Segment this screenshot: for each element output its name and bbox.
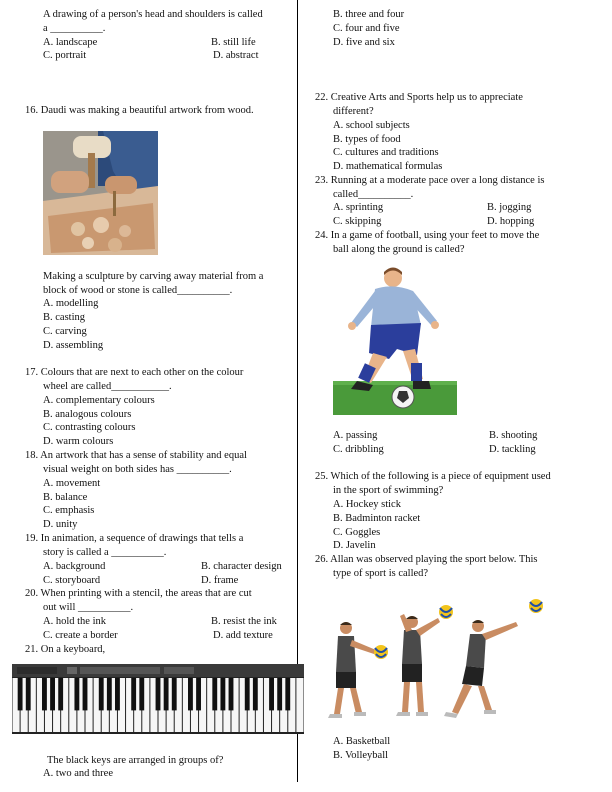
volleyball-sequence-illustration (326, 596, 552, 728)
option-a[interactable]: A. background (43, 561, 106, 572)
option-d[interactable]: D. mathematical formulas (333, 161, 443, 172)
option-a[interactable]: A. school subjects (333, 120, 410, 131)
option-a[interactable]: A. modelling (43, 298, 99, 309)
question-26-stem: 26. Allan was observed playing the sport below. This (315, 554, 538, 565)
question-text: type of sport is called? (333, 568, 429, 579)
question-text: A drawing of a person's head and shoulders is called (43, 9, 263, 20)
piano-black-key (212, 678, 217, 710)
question-text: called__________. (333, 189, 414, 200)
option-d[interactable]: D. unity (43, 519, 78, 530)
question-18-stem: 18. An artwork that has a sense of stability and equal (25, 450, 247, 461)
option-a[interactable]: A. passing (333, 430, 378, 441)
option-c[interactable]: C. Goggles (333, 527, 381, 538)
option-d[interactable]: D. abstract (213, 50, 259, 61)
option-c[interactable]: C. carving (43, 326, 87, 337)
option-d[interactable]: D. add texture (213, 630, 273, 641)
option-a[interactable]: A. hold the ink (43, 616, 106, 627)
piano-black-key (172, 678, 177, 710)
option-c[interactable]: C. cultures and traditions (333, 147, 439, 158)
piano-black-key (277, 678, 282, 710)
wood-carving-photo (43, 131, 158, 255)
option-c[interactable]: C. skipping (333, 216, 382, 227)
question-24-stem: 24. In a game of football, using your feet to move the (315, 230, 540, 241)
piano-black-key (115, 678, 120, 710)
piano-black-key (253, 678, 258, 710)
option-c[interactable]: C. four and five (333, 23, 400, 34)
football-player-illustration (333, 263, 457, 415)
piano-keyboard-image (12, 664, 304, 734)
option-c[interactable]: C. dribbling (333, 444, 384, 455)
question-21-followup: The black keys are arranged in groups of? (47, 755, 224, 766)
option-b[interactable]: B. analogous colours (43, 409, 132, 420)
option-b[interactable]: B. shooting (489, 430, 538, 441)
option-b[interactable]: B. Badminton racket (333, 513, 421, 524)
piano-black-key (50, 678, 55, 710)
question-16-stem: 16. Daudi was making a beautiful artwork from wood. (25, 105, 254, 116)
piano-black-key (58, 678, 63, 710)
option-c[interactable]: C. emphasis (43, 505, 95, 516)
option-c[interactable]: C. create a border (43, 630, 118, 641)
option-d[interactable]: D. frame (201, 575, 239, 586)
option-b[interactable]: B. character design (201, 561, 282, 572)
option-b[interactable]: B. jogging (487, 202, 532, 213)
option-c[interactable]: C. storyboard (43, 575, 101, 586)
question-17-stem: 17. Colours that are next to each other on the colour (25, 367, 244, 378)
question-text: wheel are called___________. (43, 381, 172, 392)
option-a[interactable]: A. landscape (43, 37, 98, 48)
option-a[interactable]: A. Basketball (333, 736, 391, 747)
option-b[interactable]: B. types of food (333, 134, 401, 145)
question-19-stem: 19. In animation, a sequence of drawings that tells a (25, 533, 244, 544)
option-a[interactable]: A. two and three (43, 768, 113, 779)
piano-black-key (131, 678, 136, 710)
question-text: ball along the ground is called? (333, 244, 465, 255)
piano-black-key (107, 678, 112, 710)
piano-black-key (196, 678, 201, 710)
piano-white-key (296, 678, 303, 732)
option-b[interactable]: B. casting (43, 312, 85, 323)
piano-black-key (74, 678, 79, 710)
option-c[interactable]: C. contrasting colours (43, 422, 136, 433)
question-text: visual weight on both sides has __________. (43, 464, 232, 475)
wood-carving-illustration (43, 131, 158, 255)
option-a[interactable]: A. movement (43, 478, 101, 489)
question-text: block of wood or stone is called__________. (43, 285, 233, 296)
question-text: story is called a __________. (43, 547, 167, 558)
option-b[interactable]: B. still life (211, 37, 256, 48)
piano-black-key (229, 678, 234, 710)
option-b[interactable]: B. three and four (333, 9, 405, 20)
option-b[interactable]: B. balance (43, 492, 88, 503)
football-dribbling-image (333, 263, 457, 415)
question-text: Making a sculpture by carving away material from a (43, 271, 264, 282)
question-text: out will __________. (43, 602, 134, 613)
piano-black-key (156, 678, 161, 710)
option-d[interactable]: D. Javelin (333, 540, 376, 551)
piano-black-key (99, 678, 104, 710)
option-d[interactable]: D. hopping (487, 216, 535, 227)
option-d[interactable]: D. warm colours (43, 436, 114, 447)
piano-black-key (285, 678, 290, 710)
piano-black-key (42, 678, 47, 710)
piano-black-key (269, 678, 274, 710)
question-text: a __________. (43, 23, 106, 34)
piano-black-key (188, 678, 193, 710)
piano-keyboard-illustration (12, 664, 304, 734)
option-a[interactable]: A. sprinting (333, 202, 384, 213)
question-25-stem: 25. Which of the following is a piece of equipment used (315, 471, 551, 482)
option-a[interactable]: A. Hockey stick (333, 499, 401, 510)
option-d[interactable]: D. five and six (333, 37, 395, 48)
piano-black-key (220, 678, 225, 710)
question-22-stem: 22. Creative Arts and Sports help us to appreciate (315, 92, 523, 103)
question-text: different? (333, 106, 374, 117)
question-21-stem: 21. On a keyboard, (25, 644, 106, 655)
option-b[interactable]: B. resist the ink (211, 616, 277, 627)
piano-black-key (26, 678, 31, 710)
question-23-stem: 23. Running at a moderate pace over a long distance is (315, 175, 545, 186)
option-b[interactable]: B. Volleyball (333, 750, 389, 761)
piano-black-key (18, 678, 23, 710)
option-c[interactable]: C. portrait (43, 50, 87, 61)
piano-black-key (139, 678, 144, 710)
question-20-stem: 20. When printing with a stencil, the areas that are cut (25, 588, 252, 599)
piano-black-key (164, 678, 169, 710)
piano-black-key (245, 678, 250, 710)
option-a[interactable]: A. complementary colours (43, 395, 155, 406)
piano-black-key (83, 678, 88, 710)
question-text: in the sport of swimming? (333, 485, 444, 496)
option-d[interactable]: D. assembling (43, 340, 104, 351)
volleyball-players-image (326, 596, 552, 728)
option-d[interactable]: D. tackling (489, 444, 536, 455)
